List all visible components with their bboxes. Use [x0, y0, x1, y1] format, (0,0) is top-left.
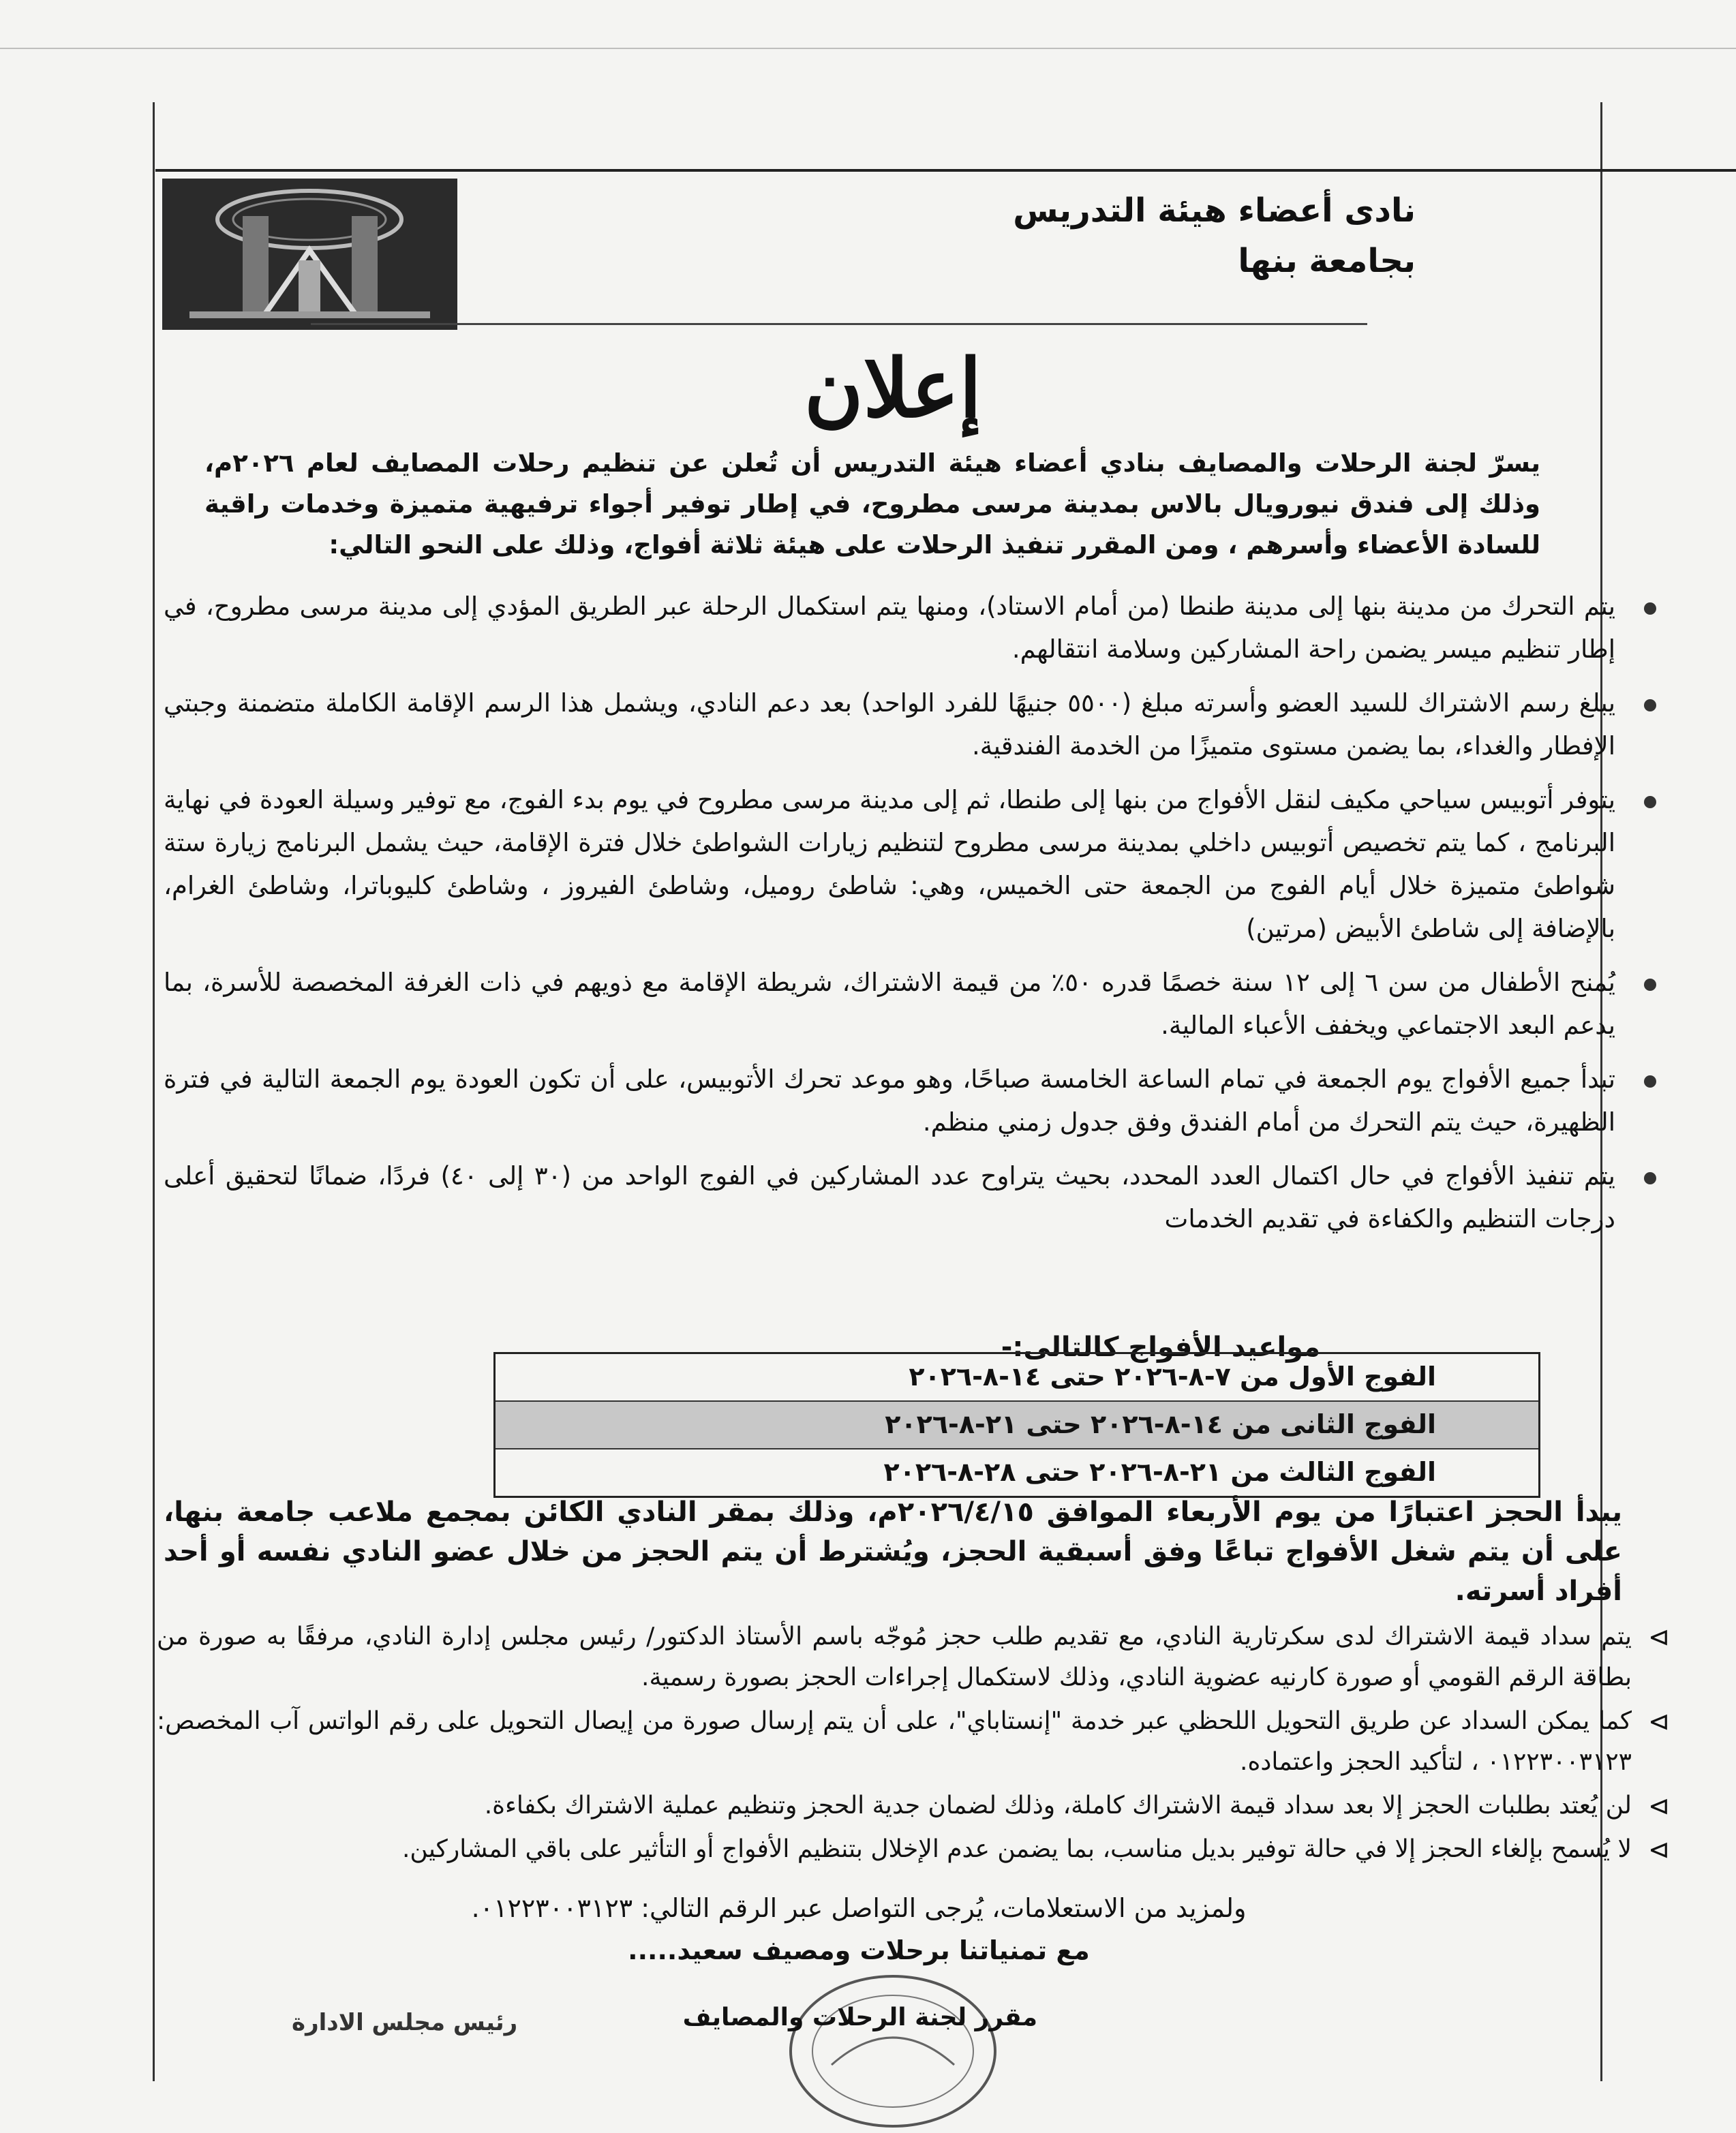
intro-paragraph: يسرّ لجنة الرحلات والمصايف بنادي أعضاء هيئة التدريس أن تُعلن عن تنظيم رحلات المصايف لعام ٢٠٢٦م، وذلك إلى فندق نيورويال بالاس بمدينة مرسى مطروح، في إطار توفير أجواء ترفيهية متميزة وخدمات راقية للسادة الأعضاء وأسرهم ، ومن المقرر تنفيذ الرحلات على هيئة ثلاثة أفواج، وذلك على النحو التالي: — [204, 448, 1540, 559]
official-stamp — [784, 1963, 1002, 2133]
table-row: الفوج الأول من ٧-٨-٢٠٢٦ حتى ١٤-٨-٢٠٢٦ — [496, 1354, 1538, 1402]
bullet-icon — [1644, 796, 1656, 808]
club-logo — [162, 179, 457, 330]
arrow-bullet-icon: ⊳ — [1648, 1791, 1670, 1821]
list-item: ⊳ لن يُعتد بطلبات الحجز إلا بعد سداد قيمة الاشتراك كاملة، وذلك لضمان جدية الحجز وتنظيم عملية الاشتراك بكفاءة. — [157, 1785, 1670, 1826]
list-item: يتوفر أتوبيس سياحي مكيف لنقل الأفواج من بنها إلى طنطا، ثم إلى مدينة مرسى مطروح في يوم بدء الفوج، مع توفير وسيلة العودة في نهاية البرنامج ، كما يتم تخصيص أتوبيس داخلي بمدينة مرسى مطروح لتنظيم زيارات الشواطئ خلال فترة الإقامة، حيث يشمل البرنامج زيارة ستة شواطئ متميزة خلال أيام الفوج من الجمعة حتى الخميس، وهي: شاطئ روميل، وشاطئ الفيروز ، وشاطئ كليوباترا، وشاطئ الغرام، بالإضافة إلى شاطئ الأبيض (مرتين) — [164, 778, 1656, 950]
bullet-icon — [1644, 602, 1656, 615]
arrow-bullet-icon: ⊳ — [1648, 1622, 1670, 1652]
list-item: يبلغ رسم الاشتراك للسيد العضو وأسرته مبلغ (٥٥٠٠ جنيهًا للفرد الواحد) بعد دعم النادي، ويشمل هذا الرسم الإقامة الكاملة متضمنة وجبتي الإفطار والغداء، بما يضمن مستوى متميزًا من الخدمة الفندقية. — [164, 681, 1656, 767]
list-item: ⊳ يتم سداد قيمة الاشتراك لدى سكرتارية النادي، مع تقديم طلب حجز مُوجّه باسم الأستاذ الدكتور/ رئيس مجلس إدارة النادي، مرفقًا به صورة من بطاقة الرقم القومي أو صورة كارنيه عضوية النادي، وذلك لاستكمال إجراءات الحجز بصورة رسمية. — [157, 1616, 1670, 1698]
arrow-bullet-icon: ⊳ — [1648, 1835, 1670, 1865]
details-list — [164, 585, 1656, 1251]
table-row: الفوج الثانى من ١٤-٨-٢٠٢٦ حتى ٢١-٨-٢٠٢٦ — [496, 1402, 1538, 1449]
bullet-icon — [1644, 1075, 1656, 1088]
board-chair-signature: رئيس مجلس الادارة — [292, 2009, 518, 2036]
club-name-line2: بجامعة بنها — [1238, 242, 1416, 280]
header-divider — [311, 323, 1367, 325]
table-row: الفوج الثالث من ٢١-٨-٢٠٢٦ حتى ٢٨-٨-٢٠٢٦ — [883, 1457, 1436, 1487]
payment-notes-list — [157, 1616, 1670, 1873]
bullet-icon — [1644, 1172, 1656, 1184]
bullet-icon — [1644, 979, 1656, 991]
page-top-line — [0, 48, 1736, 49]
schedule-title: مواعيد الأفواج كالتالى:- — [1001, 1332, 1320, 1363]
frame-top-line — [155, 169, 1736, 172]
list-item: ⊳ كما يمكن السداد عن طريق التحويل اللحظي عبر خدمة "إنستاباي"، على أن يتم إرسال صورة من إيصال التحويل على رقم الواتس آب المخصص: ٠١٢٢٣٠٠٣١٢٣ ، لتأكيد الحجز واعتماده. — [157, 1701, 1670, 1783]
committee-signature: مقرر لجنة الرحلات والمصايف — [682, 2004, 1037, 2031]
arrow-bullet-icon: ⊳ — [1648, 1706, 1670, 1736]
list-item: تبدأ جميع الأفواج يوم الجمعة في تمام الساعة الخامسة صباحًا، وهو موعد تحرك الأتوبيس، على أن تكون العودة يوم الجمعة التالية في فترة الظهيرة، حيث يتم التحرك من أمام الفندق وفق جدول زمني منظم. — [164, 1058, 1656, 1144]
schedule-table — [493, 1352, 1540, 1498]
club-name — [598, 185, 1416, 286]
bullet-icon — [1644, 699, 1656, 711]
list-item: ⊳ لا يُسمح بإلغاء الحجز إلا في حالة توفير بديل مناسب، بما يضمن عدم الإخلال بتنظيم الأفواج أو التأثير على باقي المشاركين. — [157, 1829, 1670, 1870]
list-item: يتم تنفيذ الأفواج في حال اكتمال العدد المحدد، بحيث يتراوح عدد المشاركين في الفوج الواحد من (٣٠ إلى ٤٠) فردًا، ضمانًا لتحقيق أعلى درجات التنظيم والكفاءة في تقديم الخدمات — [164, 1154, 1656, 1240]
club-name-line1: نادى أعضاء هيئة التدريس — [1013, 191, 1416, 230]
list-item: يُمنح الأطفال من سن ٦ إلى ١٢ سنة خصمًا قدره ٥٠٪ من قيمة الاشتراك، شريطة الإقامة مع ذويهم في ذات الغرفة المخصصة للأسرة، بما يدعم البعد الاجتماعي ويخفف الأعباء المالية. — [164, 961, 1656, 1047]
announcement-title: إعلان — [804, 341, 982, 435]
closing-wishes: مع تمنياتنا برحلات ومصيف سعيد..... — [628, 1935, 1090, 1965]
booking-paragraph: يبدأ الحجز اعتبارًا من يوم الأربعاء الموافق ٢٠٢٦/٤/١٥م، وذلك بمقر النادي الكائن بمجمع ملاعب جامعة بنها، على أن يتم شغل الأفواج تباعًا وفق أسبقية الحجز، ويُشترط أن يتم الحجز من خلال عضو النادي نفسه أو أحد أفراد أسرته. — [164, 1497, 1623, 1607]
frame-left-line — [153, 102, 155, 2081]
contact-line: ولمزيد من الاستعلامات، يُرجى التواصل عبر الرقم التالي: ٠١٢٢٣٠٠٣١٢٣. — [471, 1893, 1247, 1923]
list-item: يتم التحرك من مدينة بنها إلى مدينة طنطا (من أمام الاستاد)، ومنها يتم استكمال الرحلة عبر الطريق المؤدي إلى مدينة مرسى مطروح، في إطار تنظيم ميسر يضمن راحة المشاركين وسلامة انتقالهم. — [164, 585, 1656, 671]
